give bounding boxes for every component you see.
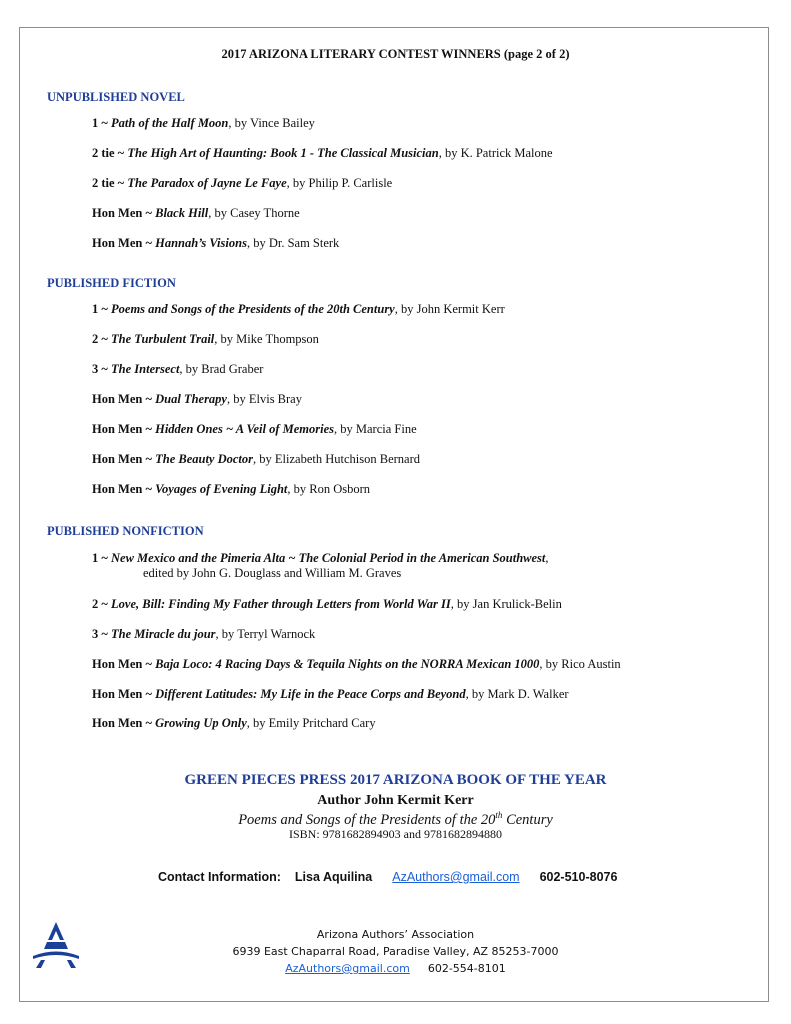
list-item: Hon Men ~ The Beauty Doctor, by Elizabeth Hutchison Bernard [92,452,420,466]
contact-name: Lisa Aquilina [294,870,373,884]
list-item: Hon Men ~ Different Latitudes: My Life in the Peace Corps and Beyond, by Mark D. Walker [92,687,569,701]
book-of-year-author: Author John Kermit Kerr [317,793,474,808]
list-item: 3 ~ The Intersect, by Brad Graber [92,362,264,376]
association-email-link[interactable]: AzAuthors@gmail.com [285,962,410,975]
list-item: Hon Men ~ Growing Up Only, by Emily Pritchard Cary [92,716,376,730]
list-item: Hon Men ~ Hannah’s Visions, by Dr. Sam Sterk [92,236,340,250]
list-item: 2 tie ~ The High Art of Haunting: Book 1 - The Classical Musician, by K. Patrick Malone [92,146,553,160]
contact-line [158,870,617,884]
list-item: 1 ~ Path of the Half Moon, by Vince Bailey [92,116,315,130]
book-of-year-heading: GREEN PIECES PRESS 2017 ARIZONA BOOK OF THE YEAR [184,772,607,788]
list-item: 2 ~ Love, Bill: Finding My Father through Letters from World War II, by Jan Krulick-Belin [92,597,562,611]
list-item: 1 ~ Poems and Songs of the Presidents of the 20th Century, by John Kermit Kerr [92,302,505,316]
book-of-year-isbn: ISBN: 9781682894903 and 9781682894880 [289,827,502,841]
list-item: Hon Men ~ Voyages of Evening Light, by Ron Osborn [92,482,371,496]
section-heading-unpublished-novel: UNPUBLISHED NOVEL [47,90,185,104]
list-item: 2 tie ~ The Paradox of Jayne Le Faye, by Philip P. Carlisle [92,176,393,190]
list-item: Hon Men ~ Dual Therapy, by Elvis Bray [92,392,302,406]
list-item: 2 ~ The Turbulent Trail, by Mike Thompson [92,332,319,346]
section-heading-published-nonfiction: PUBLISHED NONFICTION [47,524,204,538]
page-border [19,27,769,1002]
book-of-year-title: Poems and Songs of the Presidents of the 20th Century [238,810,553,828]
contact-label: Contact Information: [158,870,281,884]
section-heading-published-fiction: PUBLISHED FICTION [47,276,176,290]
page-title: 2017 ARIZONA LITERARY CONTEST WINNERS (page 2 of 2) [221,47,570,61]
contact-email-link[interactable]: AzAuthors@gmail.com [392,870,520,884]
association-name: Arizona Authors’ Association [316,928,475,941]
association-phone: 602-554-8101 [427,962,506,975]
list-item: Hon Men ~ Baja Loco: 4 Racing Days & Tequila Nights on the NORRA Mexican 1000, by Rico Austin [92,657,621,671]
list-item: Hon Men ~ Black Hill, by Casey Thorne [92,206,300,220]
list-item: 3 ~ The Miracle du jour, by Terryl Warnock [92,627,316,641]
association-contact [0,962,791,975]
contact-phone: 602-510-8076 [539,870,618,884]
association-address: 6939 East Chaparral Road, Paradise Valley, AZ 85253-7000 [232,945,559,958]
list-item: Hon Men ~ Hidden Ones ~ A Veil of Memories, by Marcia Fine [92,422,417,436]
list-item: 1 ~ New Mexico and the Pimeria Alta ~ The Colonial Period in the American Southwest, edited by John G. Douglass and William M. Graves [92,551,549,580]
